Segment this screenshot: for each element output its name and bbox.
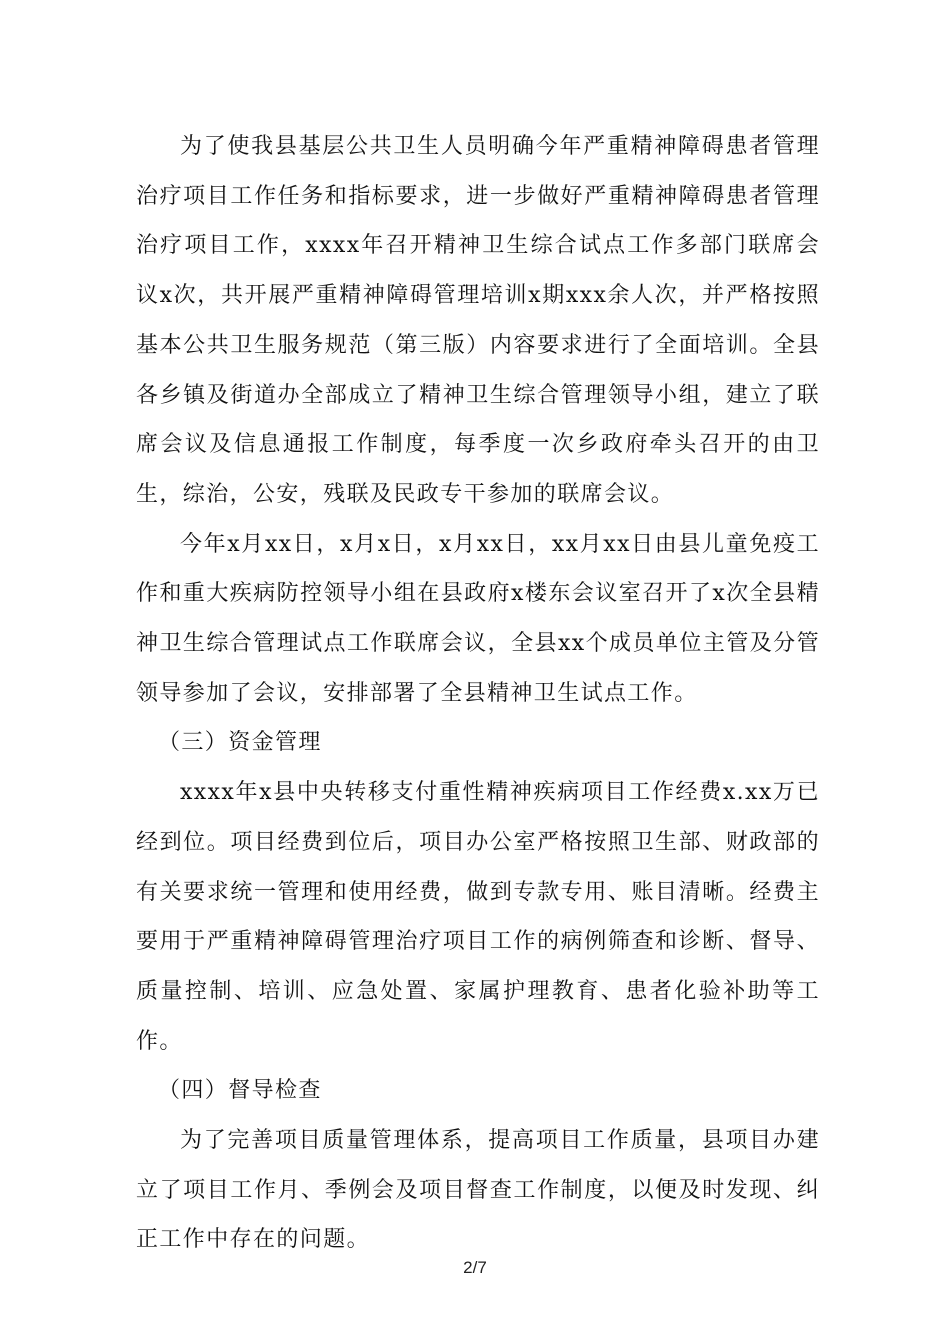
paragraph-funding: xxxx年x县中央转移支付重性精神疾病项目工作经费x.xx万已经到位。项目经费到位后，项目办公室严格按照卫生部、财政部的有关要求统一管理和使用经费，做到专款专用、账目清晰。经费主要用于严重精神障碍管理治疗项目工作的病例筛查和诊断、督导、质量控制、培训、应急处置、家属护理教育、患者化验补助等工作。 [136, 780, 820, 1054]
paragraph-meetings-training: 为了使我县基层公共卫生人员明确今年严重精神障碍患者管理治疗项目工作任务和指标要求，进一步做好严重精神障碍患者管理治疗项目工作，xxxx年召开精神卫生综合试点工作多部门联席会议x次，共开展严重精神障碍管理培训x期xxx余人次，并严格按照基本公共卫生服务规范（第三版）内容要求进行了全面培训。全县各乡镇及街道办全部成立了精神卫生综合管理领导小组，建立了联席会议及信息通报工作制度，每季度一次乡政府牵头召开的由卫生，综治，公安，残联及民政专干参加的联席会议。 [136, 134, 820, 507]
page-number: 2/7 [463, 1258, 487, 1277]
section-heading-supervision: （四）督导检查 [158, 1078, 322, 1104]
section-heading-funding: （三）资金管理 [158, 730, 322, 756]
paragraph-joint-meeting: 今年x月xx日，x月x日，x月xx日，xx月xx日由县儿童免疫工作和重大疾病防控领导小组在县政府x楼东会议室召开了x次全县精神卫生综合管理试点工作联席会议，全县xx个成员单位主管及分管领导参加了会议，安排部署了全县精神卫生试点工作。 [136, 531, 820, 706]
document-body [136, 122, 820, 1265]
paragraph-supervision: 为了完善项目质量管理体系，提高项目工作质量，县项目办建立了项目工作月、季例会及项目督查工作制度，以便及时发现、纠正工作中存在的问题。 [136, 1128, 820, 1253]
